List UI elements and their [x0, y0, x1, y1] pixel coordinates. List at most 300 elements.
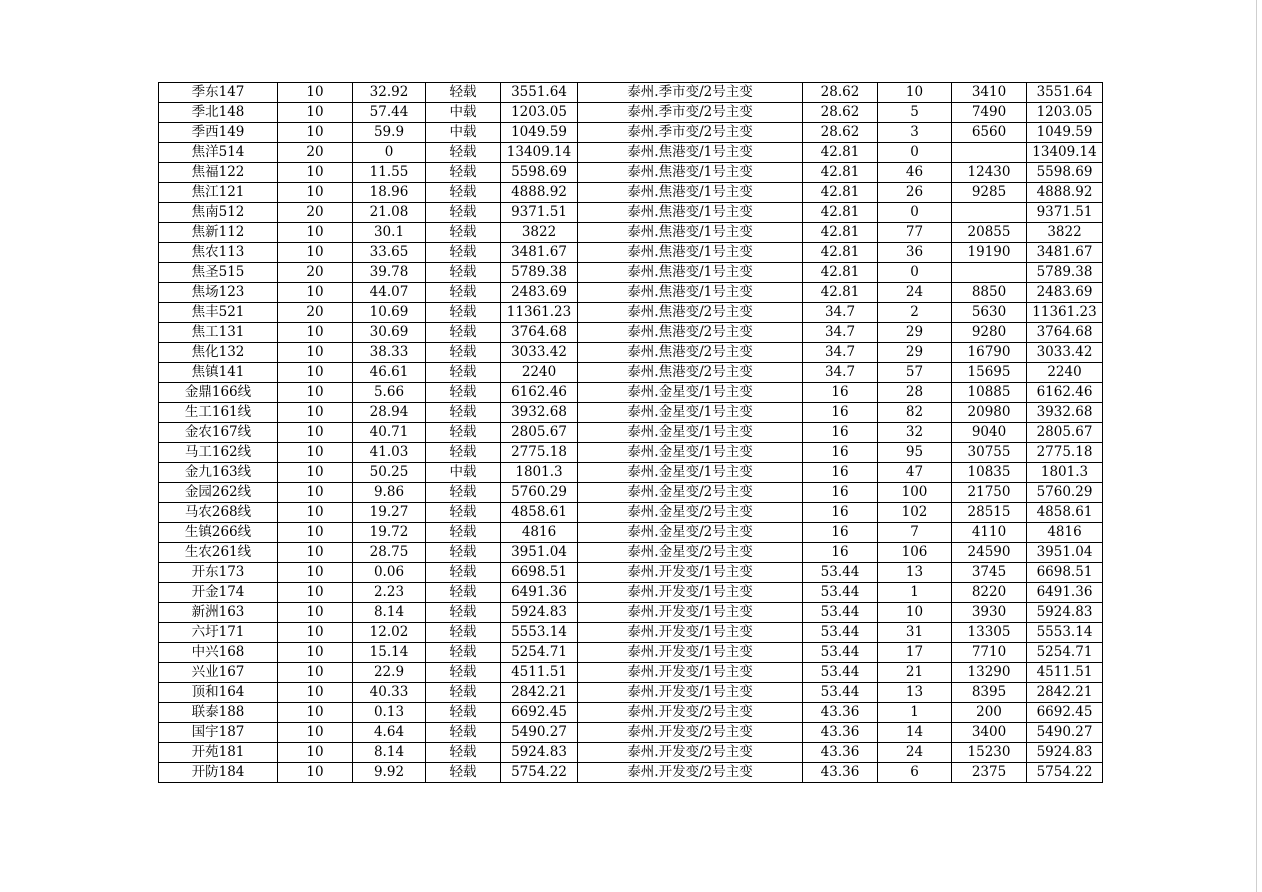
load-rate-cell: 11.55	[353, 163, 426, 183]
voltage-cell: 10	[278, 383, 353, 403]
voltage-cell: 10	[278, 543, 353, 563]
load-rate-cell: 59.9	[353, 123, 426, 143]
remaining-capacity-cell: 5490.27	[1027, 723, 1103, 743]
available-capacity-cell: 2805.67	[501, 423, 578, 443]
transformer-cell: 泰州.开发变/1号主变	[578, 583, 803, 603]
user-count-cell: 26	[878, 183, 952, 203]
transformer-load-cell: 34.7	[803, 303, 878, 323]
transformer-cell: 泰州.焦港变/1号主变	[578, 143, 803, 163]
load-rate-cell: 0	[353, 143, 426, 163]
feeder-name-cell: 生农261线	[159, 543, 278, 563]
capacity-cell: 3410	[952, 83, 1027, 103]
transformer-cell: 泰州.金星变/1号主变	[578, 423, 803, 443]
user-count-cell: 29	[878, 343, 952, 363]
transformer-load-cell: 34.7	[803, 363, 878, 383]
table-row	[159, 683, 1103, 703]
transformer-load-cell: 16	[803, 483, 878, 503]
load-rate-cell: 18.96	[353, 183, 426, 203]
table-row	[159, 523, 1103, 543]
transformer-load-cell: 28.62	[803, 123, 878, 143]
capacity-cell: 13305	[952, 623, 1027, 643]
transformer-cell: 泰州.开发变/2号主变	[578, 703, 803, 723]
capacity-cell: 12430	[952, 163, 1027, 183]
remaining-capacity-cell: 2805.67	[1027, 423, 1103, 443]
capacity-cell: 6560	[952, 123, 1027, 143]
user-count-cell: 1	[878, 703, 952, 723]
transformer-load-cell: 42.81	[803, 283, 878, 303]
transformer-cell: 泰州.开发变/1号主变	[578, 663, 803, 683]
voltage-cell: 10	[278, 183, 353, 203]
available-capacity-cell: 3481.67	[501, 243, 578, 263]
transformer-cell: 泰州.焦港变/1号主变	[578, 223, 803, 243]
user-count-cell: 29	[878, 323, 952, 343]
feeder-name-cell: 顶和164	[159, 683, 278, 703]
transformer-cell: 泰州.焦港变/1号主变	[578, 283, 803, 303]
feeder-name-cell: 季西149	[159, 123, 278, 143]
capacity-cell: 7490	[952, 103, 1027, 123]
remaining-capacity-cell: 3764.68	[1027, 323, 1103, 343]
feeder-name-cell: 焦南512	[159, 203, 278, 223]
table-row	[159, 743, 1103, 763]
feeder-name-cell: 国宇187	[159, 723, 278, 743]
remaining-capacity-cell: 13409.14	[1027, 143, 1103, 163]
transformer-cell: 泰州.开发变/1号主变	[578, 643, 803, 663]
capacity-cell: 16790	[952, 343, 1027, 363]
load-rate-cell: 40.71	[353, 423, 426, 443]
load-rate-cell: 30.69	[353, 323, 426, 343]
available-capacity-cell: 5754.22	[501, 763, 578, 783]
user-count-cell: 36	[878, 243, 952, 263]
voltage-cell: 10	[278, 723, 353, 743]
user-count-cell: 47	[878, 463, 952, 483]
load-rate-cell: 38.33	[353, 343, 426, 363]
voltage-cell: 10	[278, 463, 353, 483]
load-rate-cell: 19.27	[353, 503, 426, 523]
feeder-name-cell: 兴业167	[159, 663, 278, 683]
load-rate-cell: 9.86	[353, 483, 426, 503]
available-capacity-cell: 5490.27	[501, 723, 578, 743]
transformer-load-cell: 34.7	[803, 343, 878, 363]
voltage-cell: 10	[278, 623, 353, 643]
load-status-cell: 轻载	[426, 563, 501, 583]
user-count-cell: 57	[878, 363, 952, 383]
load-rate-cell: 0.13	[353, 703, 426, 723]
table-row	[159, 183, 1103, 203]
table-row	[159, 283, 1103, 303]
capacity-cell: 9280	[952, 323, 1027, 343]
table-row	[159, 223, 1103, 243]
table-row	[159, 723, 1103, 743]
user-count-cell: 1	[878, 583, 952, 603]
remaining-capacity-cell: 3932.68	[1027, 403, 1103, 423]
transformer-load-cell: 42.81	[803, 143, 878, 163]
capacity-cell: 20855	[952, 223, 1027, 243]
feeder-name-cell: 焦新112	[159, 223, 278, 243]
voltage-cell: 20	[278, 303, 353, 323]
load-rate-cell: 30.1	[353, 223, 426, 243]
feeder-name-cell: 季北148	[159, 103, 278, 123]
capacity-cell: 24590	[952, 543, 1027, 563]
table-row	[159, 443, 1103, 463]
voltage-cell: 10	[278, 703, 353, 723]
table-row	[159, 463, 1103, 483]
load-status-cell: 轻载	[426, 483, 501, 503]
voltage-cell: 10	[278, 223, 353, 243]
available-capacity-cell: 5789.38	[501, 263, 578, 283]
voltage-cell: 10	[278, 643, 353, 663]
capacity-cell: 2375	[952, 763, 1027, 783]
transformer-load-cell: 42.81	[803, 243, 878, 263]
transformer-load-cell: 42.81	[803, 183, 878, 203]
capacity-cell: 9285	[952, 183, 1027, 203]
available-capacity-cell: 9371.51	[501, 203, 578, 223]
user-count-cell: 10	[878, 83, 952, 103]
remaining-capacity-cell: 1203.05	[1027, 103, 1103, 123]
load-rate-cell: 33.65	[353, 243, 426, 263]
user-count-cell: 77	[878, 223, 952, 243]
feeder-name-cell: 金农167线	[159, 423, 278, 443]
available-capacity-cell: 5924.83	[501, 743, 578, 763]
table-row	[159, 143, 1103, 163]
voltage-cell: 10	[278, 763, 353, 783]
feeder-name-cell: 金园262线	[159, 483, 278, 503]
transformer-load-cell: 53.44	[803, 563, 878, 583]
capacity-cell	[952, 203, 1027, 223]
voltage-cell: 20	[278, 143, 353, 163]
transformer-load-cell: 53.44	[803, 583, 878, 603]
user-count-cell: 17	[878, 643, 952, 663]
user-count-cell: 95	[878, 443, 952, 463]
feeder-name-cell: 焦洋514	[159, 143, 278, 163]
available-capacity-cell: 11361.23	[501, 303, 578, 323]
available-capacity-cell: 4858.61	[501, 503, 578, 523]
table-row	[159, 543, 1103, 563]
load-status-cell: 轻载	[426, 143, 501, 163]
load-status-cell: 轻载	[426, 423, 501, 443]
transformer-load-cell: 16	[803, 503, 878, 523]
transformer-load-cell: 28.62	[803, 83, 878, 103]
transformer-load-cell: 28.62	[803, 103, 878, 123]
capacity-cell: 5630	[952, 303, 1027, 323]
feeder-name-cell: 开金174	[159, 583, 278, 603]
load-rate-cell: 32.92	[353, 83, 426, 103]
transformer-cell: 泰州.开发变/1号主变	[578, 683, 803, 703]
voltage-cell: 10	[278, 483, 353, 503]
capacity-cell: 30755	[952, 443, 1027, 463]
table-row	[159, 383, 1103, 403]
available-capacity-cell: 13409.14	[501, 143, 578, 163]
load-status-cell: 中载	[426, 123, 501, 143]
table-row	[159, 123, 1103, 143]
table-row	[159, 503, 1103, 523]
transformer-cell: 泰州.焦港变/2号主变	[578, 363, 803, 383]
load-status-cell: 轻载	[426, 83, 501, 103]
remaining-capacity-cell: 2842.21	[1027, 683, 1103, 703]
available-capacity-cell: 5254.71	[501, 643, 578, 663]
transformer-cell: 泰州.焦港变/1号主变	[578, 263, 803, 283]
available-capacity-cell: 6692.45	[501, 703, 578, 723]
voltage-cell: 10	[278, 123, 353, 143]
available-capacity-cell: 3033.42	[501, 343, 578, 363]
user-count-cell: 0	[878, 143, 952, 163]
transformer-cell: 泰州.开发变/2号主变	[578, 723, 803, 743]
voltage-cell: 20	[278, 263, 353, 283]
remaining-capacity-cell: 1801.3	[1027, 463, 1103, 483]
load-status-cell: 轻载	[426, 283, 501, 303]
transformer-load-cell: 43.36	[803, 763, 878, 783]
transformer-load-cell: 16	[803, 463, 878, 483]
load-rate-cell: 9.92	[353, 763, 426, 783]
available-capacity-cell: 1801.3	[501, 463, 578, 483]
user-count-cell: 102	[878, 503, 952, 523]
user-count-cell: 13	[878, 563, 952, 583]
available-capacity-cell: 5760.29	[501, 483, 578, 503]
remaining-capacity-cell: 6162.46	[1027, 383, 1103, 403]
voltage-cell: 10	[278, 283, 353, 303]
load-status-cell: 轻载	[426, 183, 501, 203]
transformer-cell: 泰州.焦港变/1号主变	[578, 243, 803, 263]
remaining-capacity-cell: 6692.45	[1027, 703, 1103, 723]
voltage-cell: 10	[278, 503, 353, 523]
transformer-cell: 泰州.季市变/2号主变	[578, 103, 803, 123]
available-capacity-cell: 3764.68	[501, 323, 578, 343]
capacity-cell	[952, 143, 1027, 163]
load-status-cell: 轻载	[426, 543, 501, 563]
feeder-name-cell: 中兴168	[159, 643, 278, 663]
user-count-cell: 10	[878, 603, 952, 623]
table-row	[159, 303, 1103, 323]
load-rate-cell: 8.14	[353, 743, 426, 763]
table-row	[159, 563, 1103, 583]
load-rate-cell: 10.69	[353, 303, 426, 323]
user-count-cell: 24	[878, 283, 952, 303]
user-count-cell: 14	[878, 723, 952, 743]
remaining-capacity-cell: 9371.51	[1027, 203, 1103, 223]
load-status-cell: 轻载	[426, 763, 501, 783]
voltage-cell: 10	[278, 103, 353, 123]
feeder-name-cell: 焦镇141	[159, 363, 278, 383]
transformer-load-cell: 16	[803, 543, 878, 563]
available-capacity-cell: 3822	[501, 223, 578, 243]
remaining-capacity-cell: 4511.51	[1027, 663, 1103, 683]
load-status-cell: 轻载	[426, 163, 501, 183]
table-row	[159, 343, 1103, 363]
load-status-cell: 轻载	[426, 523, 501, 543]
voltage-cell: 10	[278, 583, 353, 603]
table-row	[159, 263, 1103, 283]
capacity-cell: 9040	[952, 423, 1027, 443]
load-status-cell: 轻载	[426, 503, 501, 523]
load-status-cell: 轻载	[426, 323, 501, 343]
table-row	[159, 83, 1103, 103]
remaining-capacity-cell: 3481.67	[1027, 243, 1103, 263]
load-rate-cell: 57.44	[353, 103, 426, 123]
user-count-cell: 100	[878, 483, 952, 503]
transformer-cell: 泰州.焦港变/1号主变	[578, 183, 803, 203]
feeder-name-cell: 六圩171	[159, 623, 278, 643]
transformer-cell: 泰州.开发变/1号主变	[578, 563, 803, 583]
user-count-cell: 0	[878, 263, 952, 283]
transformer-cell: 泰州.金星变/1号主变	[578, 443, 803, 463]
table-row	[159, 203, 1103, 223]
remaining-capacity-cell: 5760.29	[1027, 483, 1103, 503]
load-status-cell: 轻载	[426, 643, 501, 663]
voltage-cell: 10	[278, 743, 353, 763]
capacity-cell: 15695	[952, 363, 1027, 383]
user-count-cell: 28	[878, 383, 952, 403]
load-status-cell: 轻载	[426, 243, 501, 263]
load-rate-cell: 21.08	[353, 203, 426, 223]
capacity-cell: 19190	[952, 243, 1027, 263]
user-count-cell: 106	[878, 543, 952, 563]
load-status-cell: 轻载	[426, 403, 501, 423]
load-rate-cell: 46.61	[353, 363, 426, 383]
load-rate-cell: 19.72	[353, 523, 426, 543]
available-capacity-cell: 3932.68	[501, 403, 578, 423]
user-count-cell: 32	[878, 423, 952, 443]
available-capacity-cell: 4816	[501, 523, 578, 543]
voltage-cell: 10	[278, 243, 353, 263]
available-capacity-cell: 5598.69	[501, 163, 578, 183]
transformer-cell: 泰州.金星变/1号主变	[578, 463, 803, 483]
feeder-name-cell: 金鼎166线	[159, 383, 278, 403]
available-capacity-cell: 6698.51	[501, 563, 578, 583]
transformer-cell: 泰州.季市变/2号主变	[578, 123, 803, 143]
user-count-cell: 46	[878, 163, 952, 183]
transformer-cell: 泰州.金星变/1号主变	[578, 403, 803, 423]
transformer-load-cell: 34.7	[803, 323, 878, 343]
load-rate-cell: 28.94	[353, 403, 426, 423]
capacity-cell: 13290	[952, 663, 1027, 683]
load-status-cell: 轻载	[426, 443, 501, 463]
capacity-cell: 28515	[952, 503, 1027, 523]
voltage-cell: 10	[278, 563, 353, 583]
feeder-name-cell: 焦农113	[159, 243, 278, 263]
remaining-capacity-cell: 5789.38	[1027, 263, 1103, 283]
user-count-cell: 2	[878, 303, 952, 323]
transformer-cell: 泰州.开发变/1号主变	[578, 623, 803, 643]
table-row	[159, 363, 1103, 383]
capacity-cell: 8395	[952, 683, 1027, 703]
user-count-cell: 13	[878, 683, 952, 703]
remaining-capacity-cell: 3551.64	[1027, 83, 1103, 103]
capacity-cell: 3400	[952, 723, 1027, 743]
remaining-capacity-cell: 5924.83	[1027, 743, 1103, 763]
voltage-cell: 10	[278, 343, 353, 363]
capacity-cell: 10835	[952, 463, 1027, 483]
table-row	[159, 643, 1103, 663]
load-status-cell: 中载	[426, 463, 501, 483]
load-rate-cell: 28.75	[353, 543, 426, 563]
voltage-cell: 10	[278, 663, 353, 683]
transformer-load-cell: 16	[803, 443, 878, 463]
feeder-name-cell: 焦福122	[159, 163, 278, 183]
table-row	[159, 623, 1103, 643]
user-count-cell: 31	[878, 623, 952, 643]
load-rate-cell: 39.78	[353, 263, 426, 283]
table-row	[159, 763, 1103, 783]
available-capacity-cell: 3951.04	[501, 543, 578, 563]
load-rate-cell: 50.25	[353, 463, 426, 483]
available-capacity-cell: 4888.92	[501, 183, 578, 203]
feeder-name-cell: 焦江121	[159, 183, 278, 203]
remaining-capacity-cell: 5598.69	[1027, 163, 1103, 183]
transformer-cell: 泰州.开发变/2号主变	[578, 743, 803, 763]
capacity-cell: 4110	[952, 523, 1027, 543]
transformer-load-cell: 16	[803, 423, 878, 443]
voltage-cell: 10	[278, 423, 353, 443]
table-row	[159, 663, 1103, 683]
transformer-load-cell: 42.81	[803, 223, 878, 243]
transformer-load-cell: 42.81	[803, 163, 878, 183]
voltage-cell: 10	[278, 323, 353, 343]
user-count-cell: 6	[878, 763, 952, 783]
voltage-cell: 10	[278, 683, 353, 703]
table-row	[159, 243, 1103, 263]
capacity-cell: 15230	[952, 743, 1027, 763]
capacity-cell: 3930	[952, 603, 1027, 623]
transformer-cell: 泰州.焦港变/1号主变	[578, 163, 803, 183]
available-capacity-cell: 2240	[501, 363, 578, 383]
load-status-cell: 中载	[426, 103, 501, 123]
remaining-capacity-cell: 4888.92	[1027, 183, 1103, 203]
load-status-cell: 轻载	[426, 583, 501, 603]
load-status-cell: 轻载	[426, 663, 501, 683]
load-status-cell: 轻载	[426, 223, 501, 243]
load-rate-cell: 2.23	[353, 583, 426, 603]
transformer-cell: 泰州.开发变/2号主变	[578, 763, 803, 783]
voltage-cell: 10	[278, 83, 353, 103]
transformer-cell: 泰州.焦港变/2号主变	[578, 323, 803, 343]
transformer-cell: 泰州.开发变/1号主变	[578, 603, 803, 623]
table-row	[159, 703, 1103, 723]
voltage-cell: 10	[278, 403, 353, 423]
remaining-capacity-cell: 2240	[1027, 363, 1103, 383]
load-status-cell: 轻载	[426, 303, 501, 323]
table-row	[159, 323, 1103, 343]
table-row	[159, 423, 1103, 443]
feeder-load-table	[158, 82, 1103, 783]
load-rate-cell: 22.9	[353, 663, 426, 683]
table-row	[159, 103, 1103, 123]
load-status-cell: 轻载	[426, 343, 501, 363]
table-row	[159, 403, 1103, 423]
transformer-load-cell: 53.44	[803, 663, 878, 683]
transformer-load-cell: 53.44	[803, 603, 878, 623]
available-capacity-cell: 3551.64	[501, 83, 578, 103]
available-capacity-cell: 4511.51	[501, 663, 578, 683]
table-row	[159, 603, 1103, 623]
remaining-capacity-cell: 3033.42	[1027, 343, 1103, 363]
capacity-cell: 7710	[952, 643, 1027, 663]
feeder-name-cell: 联泰188	[159, 703, 278, 723]
available-capacity-cell: 2775.18	[501, 443, 578, 463]
feeder-name-cell: 生工161线	[159, 403, 278, 423]
transformer-load-cell: 43.36	[803, 723, 878, 743]
remaining-capacity-cell: 5254.71	[1027, 643, 1103, 663]
voltage-cell: 10	[278, 163, 353, 183]
remaining-capacity-cell: 2483.69	[1027, 283, 1103, 303]
remaining-capacity-cell: 3951.04	[1027, 543, 1103, 563]
voltage-cell: 10	[278, 363, 353, 383]
feeder-name-cell: 金九163线	[159, 463, 278, 483]
user-count-cell: 82	[878, 403, 952, 423]
user-count-cell: 3	[878, 123, 952, 143]
capacity-cell: 8220	[952, 583, 1027, 603]
available-capacity-cell: 5553.14	[501, 623, 578, 643]
transformer-load-cell: 42.81	[803, 203, 878, 223]
table-body	[159, 83, 1103, 783]
